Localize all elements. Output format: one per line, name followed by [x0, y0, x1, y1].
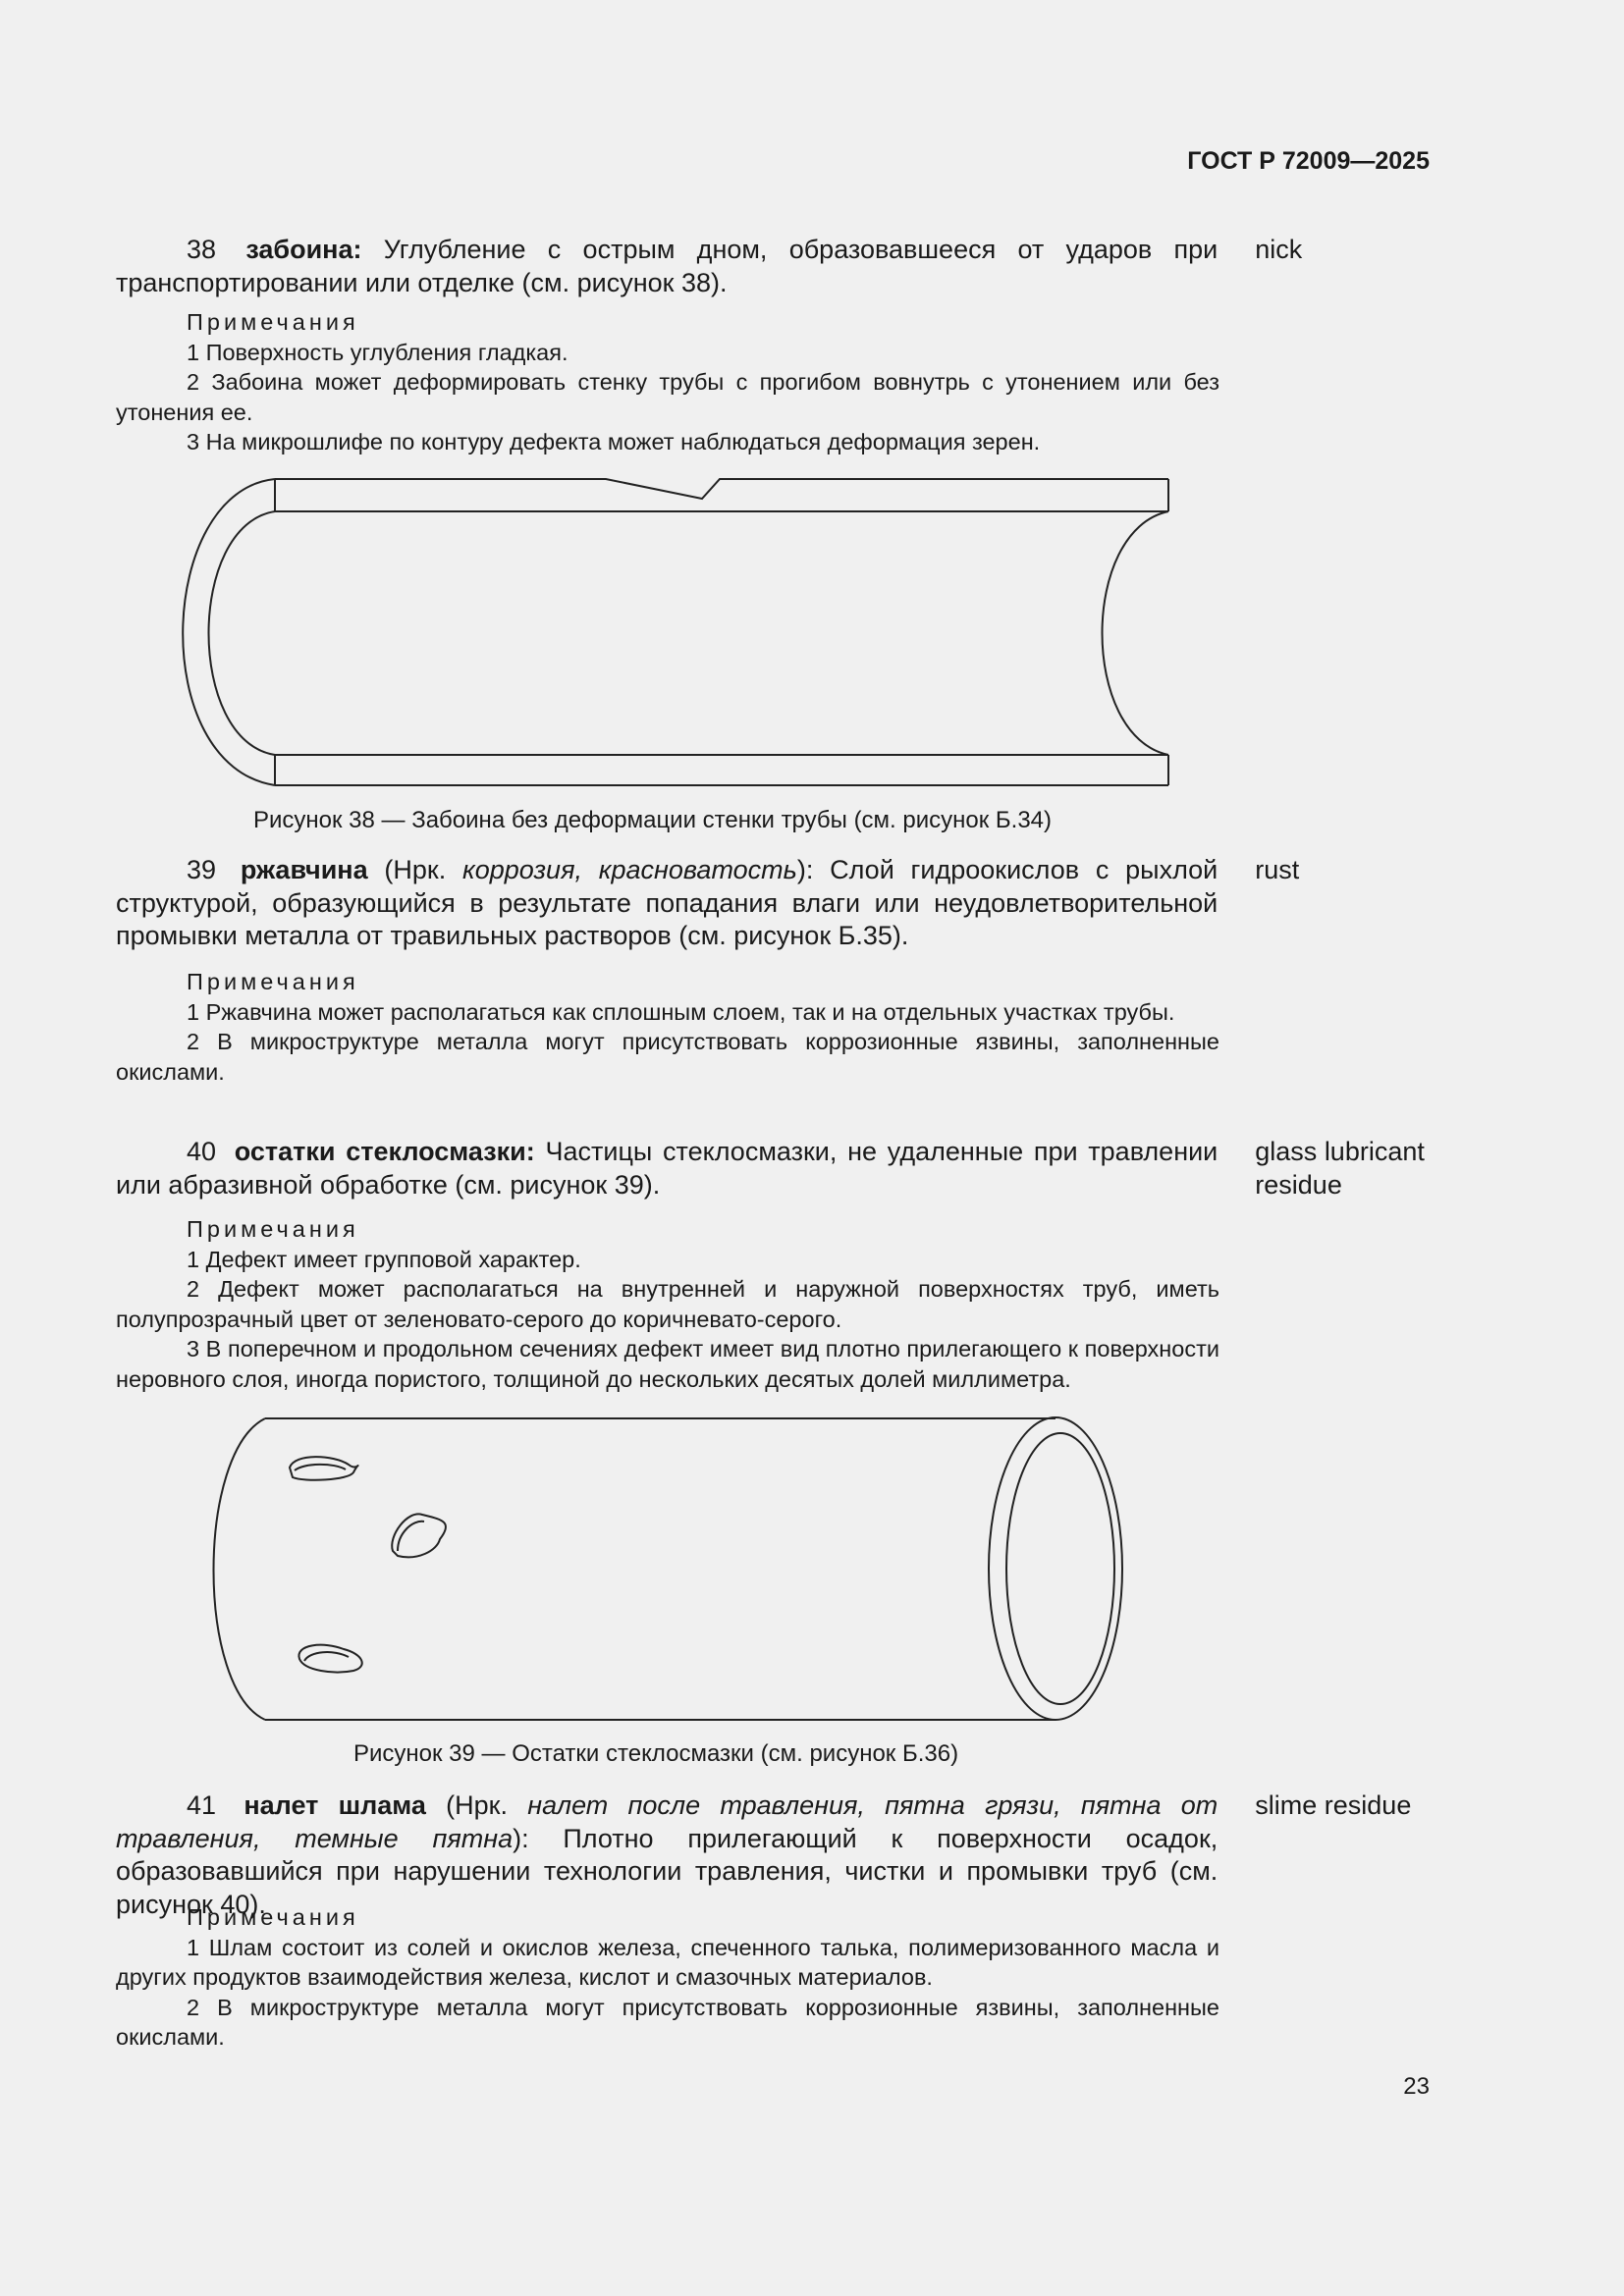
term-entry-39 — [116, 854, 1432, 953]
term-synonyms: коррозия, красноватость — [462, 855, 797, 884]
term-definition — [116, 1136, 1218, 1201]
term-number: 40 — [187, 1137, 217, 1166]
term-name: налет шлама — [244, 1790, 426, 1820]
note: 1 Дефект имеет групповой характер. — [187, 1246, 581, 1272]
term-english: nick — [1255, 235, 1303, 264]
notes-block-40 — [116, 1214, 1219, 1394]
page-number: 23 — [1403, 2073, 1430, 2100]
note: 1 Ржавчина может располагаться как сплошным слоем, так и на отдельных участках трубы. — [187, 998, 1175, 1025]
note: 2 Дефект может располагаться на внутренней и наружной поверхностях труб, иметь полупрозрачный цвет от зеленовато-серого до коричневато-серого. — [116, 1276, 1219, 1332]
note: 3 В поперечном и продольном сечениях дефект имеет вид плотно прилегающего к поверхности неровного слоя, иногда пористого, толщиной до нескольких десятых долей миллиметра. — [116, 1336, 1219, 1392]
term-definition — [116, 234, 1218, 299]
term-english: glass lubricant residue — [1255, 1137, 1425, 1200]
term-entry-38 — [116, 234, 1432, 299]
term-synonym-close: ): — [796, 855, 814, 884]
notes-title: Примечания — [187, 1216, 359, 1242]
note: 1 Поверхность углубления гладкая. — [187, 339, 568, 365]
notes-title: Примечания — [187, 309, 359, 335]
note: 2 В микроструктуре металла могут присутствовать коррозионные язвины, заполненные окислами. — [116, 1029, 1219, 1085]
note: 1 Шлам состоит из солей и окислов железа, спеченного талька, полимеризованного масла и других продуктов взаимодействия железа, кислот и смазочных материалов. — [116, 1934, 1219, 1990]
term-synonym-close: ): — [513, 1823, 529, 1853]
term-number: 41 — [187, 1790, 217, 1820]
term-synonym-open: (Нрк. — [425, 1790, 528, 1820]
term-definition — [116, 1789, 1218, 1921]
term-entry-40 — [116, 1136, 1432, 1201]
notes-title: Примечания — [187, 1904, 359, 1930]
term-definition-text: Частицы стеклосмазки, не удаленные при травлении или абразивной обработке (см. рисунок 39). — [116, 1137, 1218, 1200]
notes-block-38 — [116, 307, 1219, 457]
term-name: остатки стеклосмазки: — [234, 1137, 535, 1166]
term-name: ржавчина — [240, 855, 368, 884]
term-name: забоина: — [245, 235, 362, 264]
figure-39-caption: Рисунок 39 — Остатки стеклосмазки (см. рисунок Б.36) — [353, 1740, 959, 1767]
term-definition-text: Углубление с острым дном, образовавшееся от ударов при транспортировании или отделке (см. рисунок 38). — [116, 235, 1218, 297]
figure-38-caption: Рисунок 38 — Забоина без деформации стенки трубы (см. рисунок Б.34) — [253, 807, 1053, 833]
term-number: 38 — [187, 235, 217, 264]
note: 3 На микрошлифе по контуру дефекта может наблюдаться деформация зерен. — [187, 429, 1041, 454]
term-definition-text: Слой гидроокислов с рыхлой структурой, образующийся в результате попадания влаги или неудовлетворительной промывки металла от травильных растворов (см. рисунок Б.35). — [116, 855, 1218, 950]
term-entry-41 — [116, 1789, 1432, 1921]
term-synonyms: налет после травления, пятна грязи, пятна от травления, темные пятна — [116, 1790, 1218, 1853]
term-definition-text: Плотно прилегающий к поверхности осадок, образовавшийся при нарушении технологии травления, чистки и промывки труб (см. рисунок 40). — [116, 1823, 1218, 1919]
notes-block-41 — [116, 1902, 1219, 2053]
term-english: slime residue — [1255, 1790, 1412, 1820]
note: 2 Забоина может деформировать стенку трубы с прогибом вовнутрь с утонением или без утонения ее. — [116, 369, 1219, 425]
term-definition — [116, 854, 1218, 953]
notes-block-39 — [116, 967, 1219, 1087]
note: 2 В микроструктуре металла могут присутствовать коррозионные язвины, заполненные окислами. — [116, 1994, 1219, 2050]
figure-38-pipe-nick — [157, 471, 1198, 795]
term-synonym-open: (Нрк. — [367, 855, 462, 884]
figure-39-pipe-residue — [196, 1414, 1149, 1728]
term-english: rust — [1255, 855, 1300, 884]
standard-designation: ГОСТ Р 72009—2025 — [1187, 147, 1430, 175]
notes-title: Примечания — [187, 969, 359, 994]
term-number: 39 — [187, 855, 217, 884]
